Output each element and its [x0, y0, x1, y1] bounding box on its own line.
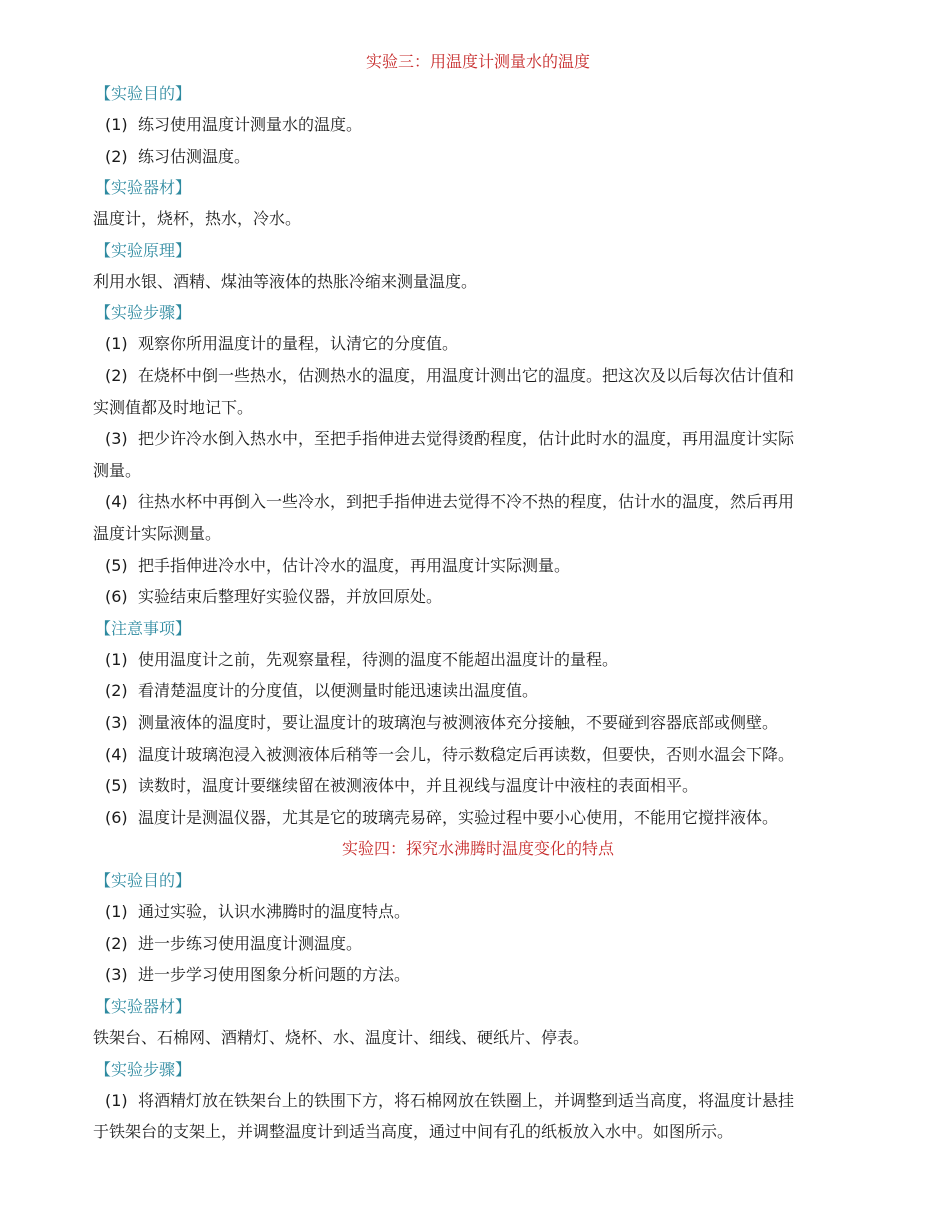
item-text: 把手指伸进冷水中，估计冷水的温度，再用温度计实际测量。 [138, 555, 571, 575]
item-text: 将酒精灯放在铁架台上的铁围下方，将石棉网放在铁圈上，并调整到适当高度，将温度计悬挂 [138, 1090, 795, 1110]
list-item [93, 141, 863, 173]
item-number: (6) [105, 587, 128, 607]
item-text: 使用温度计之前，先观察量程，待测的温度不能超出温度计的量程。 [138, 649, 619, 669]
item-number: (1) [105, 115, 128, 134]
item-number: (1) [105, 1090, 128, 1110]
item-number: (6) [105, 807, 128, 827]
item-number: (4) [105, 744, 128, 764]
list-item [93, 581, 863, 613]
item-text: 在烧杯中倒一些热水，估测热水的温度，用温度计测出它的温度。把这次及以后每次估计值和 [138, 365, 795, 385]
list-item [93, 959, 863, 991]
item-number: (5) [105, 776, 128, 796]
list-item [93, 360, 863, 392]
item-number: (5) [105, 555, 128, 575]
item-number: (1) [105, 902, 128, 922]
list-item [93, 644, 863, 676]
list-item [93, 1085, 863, 1117]
item-continuation: 温度计实际测量。 [93, 523, 222, 543]
item-text: 进一步学习使用图象分析问题的方法。 [138, 965, 411, 985]
list-item [93, 675, 863, 707]
list-item [93, 928, 863, 960]
item-text: 看清楚温度计的分度值，以便测量时能迅速读出温度值。 [138, 681, 539, 701]
item-number: (2) [105, 933, 128, 953]
exp3-principle-heading: 【实验原理】 [95, 240, 192, 260]
exp4-steps-heading: 【实验步骤】 [95, 1059, 192, 1079]
item-number: (2) [105, 146, 128, 166]
list-item [93, 739, 863, 771]
item-continuation: 测量。 [93, 460, 142, 480]
item-text: 往热水杯中再倒入一些冷水，到把手指伸进去觉得不冷不热的程度，估计水的温度，然后再用 [138, 492, 795, 512]
item-text: 实验结束后整理好实验仪器，并放回原处。 [138, 587, 443, 607]
item-text: 温度计是测温仪器，尤其是它的玻璃壳易碎，实验过程中要小心使用，不能用它搅拌液体。 [138, 807, 779, 827]
list-item [93, 550, 863, 582]
list-item [93, 109, 863, 141]
exp4-purpose-heading: 【实验目的】 [95, 871, 192, 891]
exp3-purpose-heading: 【实验目的】 [95, 84, 192, 103]
document-page [93, 46, 863, 1148]
item-number: (2) [105, 681, 128, 701]
exp3-steps-heading: 【实验步骤】 [95, 303, 192, 323]
list-item [93, 896, 863, 928]
item-number: (3) [105, 965, 128, 985]
experiment-4-title: 实验四：探究水沸腾时温度变化的特点 [341, 839, 614, 859]
item-number: (1) [105, 649, 128, 669]
item-text: 测量液体的温度时，要让温度计的玻璃泡与被测液体充分接触，不要碰到容器底部或侧壁。 [138, 712, 779, 732]
item-text: 观察你所用温度计的量程，认清它的分度值。 [138, 334, 459, 354]
experiment-3-title: 实验三：用温度计测量水的温度 [365, 52, 590, 71]
item-continuation: 实测值都及时地记下。 [93, 397, 254, 417]
list-item [93, 707, 863, 739]
item-text: 练习估测温度。 [138, 146, 251, 166]
item-text: 把少许冷水倒入热水中，至把手指伸进去觉得烫酌程度，估计此时水的温度，再用温度计实际 [138, 429, 795, 449]
item-text: 练习使用温度计测量水的温度。 [138, 115, 363, 134]
exp3-principle-text: 利用水银、酒精、煤油等液体的热胀冷缩来测量温度。 [93, 271, 478, 291]
item-text: 通过实验，认识水沸腾时的温度特点。 [138, 902, 411, 922]
list-item [93, 328, 863, 360]
item-number: (3) [105, 429, 128, 449]
item-number: (1) [105, 334, 128, 354]
list-item [93, 770, 863, 802]
item-text: 温度计玻璃泡浸入被测液体后稍等一会儿，待示数稳定后再读数，但要快，否则水温会下降。 [138, 744, 795, 764]
item-text: 进一步练习使用温度计测温度。 [138, 933, 363, 953]
exp3-equipment-heading: 【实验器材】 [95, 178, 192, 198]
exp3-notes-heading: 【注意事项】 [95, 618, 192, 638]
list-item [93, 423, 863, 455]
exp4-equipment-heading: 【实验器材】 [95, 997, 192, 1017]
item-number: (4) [105, 492, 128, 512]
list-item [93, 486, 863, 518]
item-number: (2) [105, 365, 128, 385]
exp3-equipment-text: 温度计，烧杯，热水，冷水。 [93, 209, 302, 229]
list-item [93, 802, 863, 834]
exp4-equipment-text: 铁架台、石棉网、酒精灯、烧杯、水、温度计、细线、硬纸片、停表。 [93, 1028, 590, 1048]
item-continuation: 于铁架台的支架上，并调整温度计到适当高度，通过中间有孔的纸板放入水中。如图所示。 [93, 1122, 734, 1142]
item-text: 读数时，温度计要继续留在被测液体中，并且视线与温度计中液柱的表面相平。 [138, 776, 699, 796]
item-number: (3) [105, 712, 128, 732]
